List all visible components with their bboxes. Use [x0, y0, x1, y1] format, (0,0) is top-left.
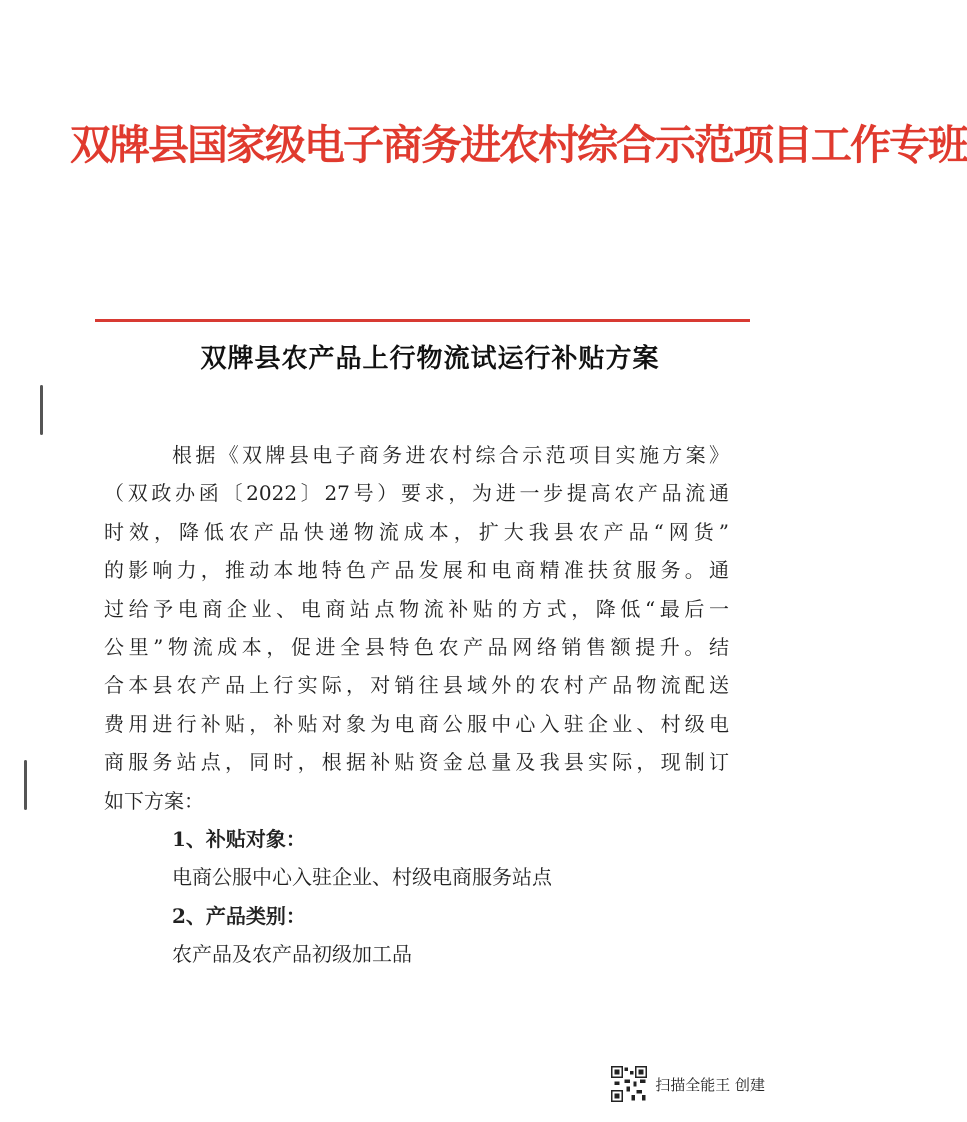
document-body [104, 436, 729, 973]
document-title: 双牌县农产品上行物流试运行补贴方案 [200, 344, 660, 374]
body-line: （双政办函〔2022〕27号）要求，为进一步提高农产品流通 [104, 481, 729, 506]
body-line: 时效，降低农产品快递物流成本，扩大我县农产品“网货” [104, 519, 729, 544]
binding-mark-top [40, 385, 43, 435]
letterhead-divider [95, 319, 750, 322]
body-line: 的影响力，推动本地特色产品发展和电商精准扶贫服务。通 [104, 558, 729, 583]
section-heading: 2、产品类别： [172, 903, 306, 928]
body-line: 商服务站点，同时，根据补贴资金总量及我县实际，现制订 [104, 750, 729, 775]
scanner-watermark [611, 1066, 765, 1102]
body-line: 过给予电商企业、电商站点物流补贴的方式，降低“最后一 [104, 596, 729, 621]
body-line: 如下方案： [104, 788, 204, 813]
letterhead-title: 双牌县国家级电子商务进农村综合示范项目工作专班 [70, 121, 967, 169]
section-content: 农产品及农产品初级加工品 [172, 942, 412, 967]
body-line: 合本县农产品上行实际，对销往县域外的农村产品物流配送 [104, 673, 729, 698]
section-heading: 1、补贴对象： [172, 826, 306, 851]
body-line: 公里”物流成本，促进全县特色农产品网络销售额提升。结 [104, 634, 729, 659]
binding-mark-bottom [24, 760, 27, 810]
section-content: 电商公服中心入驻企业、村级电商服务站点 [172, 865, 552, 890]
body-line: 费用进行补贴，补贴对象为电商公服中心入驻企业、村级电 [104, 711, 729, 736]
watermark-text: 扫描全能王 创建 [655, 1075, 765, 1094]
body-line: 根据《双牌县电子商务进农村综合示范项目实施方案》 [172, 443, 729, 467]
qr-code-icon [611, 1066, 647, 1102]
